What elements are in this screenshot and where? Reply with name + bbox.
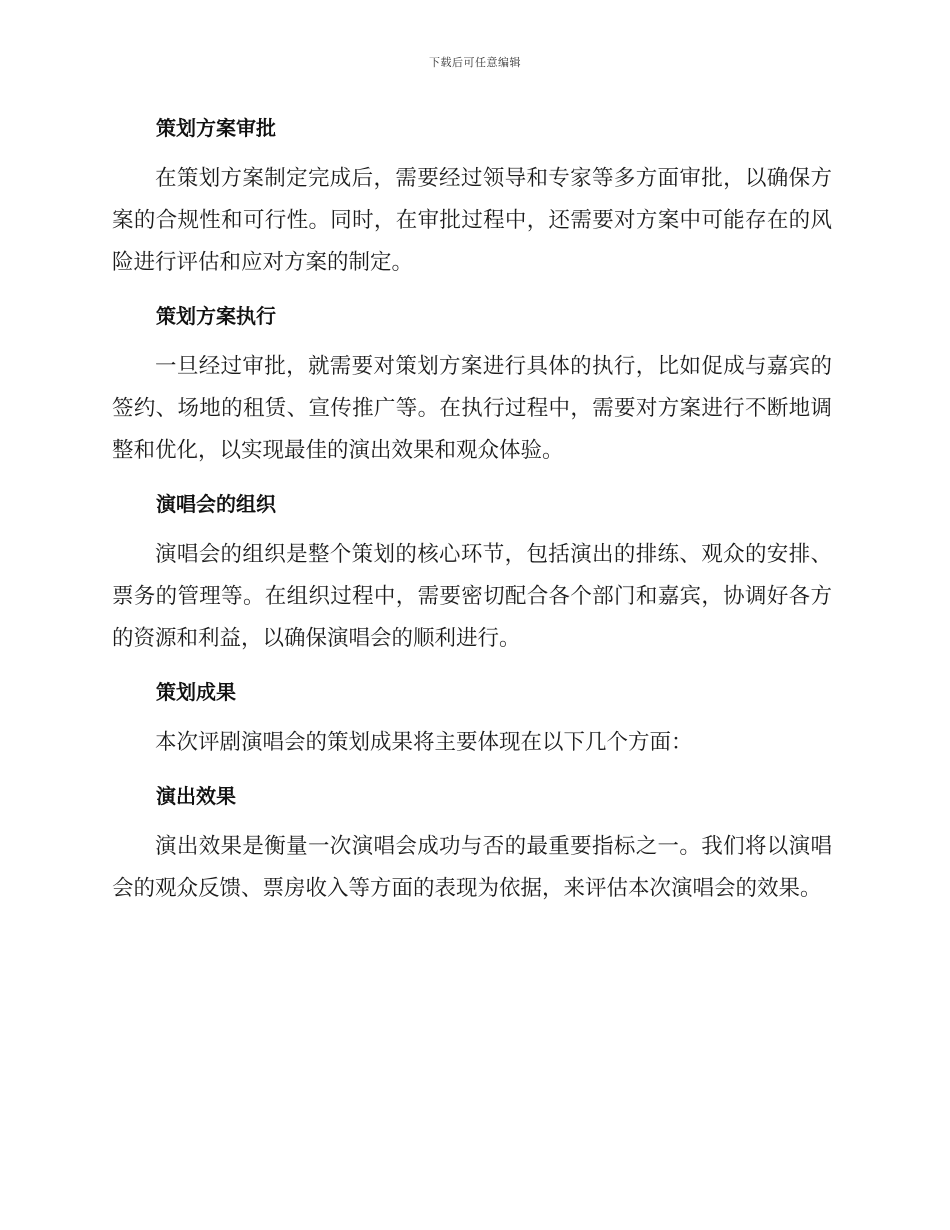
section-paragraph: 本次评剧演唱会的策划成果将主要体现在以下几个方面： [155,730,693,755]
section-performance-effect [112,778,832,910]
section-heading: 策划方案执行 [156,304,276,328]
section-heading: 演出效果 [156,784,236,808]
section-results [112,674,832,764]
section-paragraph: 演出效果是衡量一次演唱会成功与否的最重要指标之一。我们将以演唱会的观众反馈、票房收入等方面的表现为依据，来评估本次演唱会的效果。 [112,834,832,901]
section-execution [112,298,832,472]
section-heading: 演唱会的组织 [156,492,276,516]
section-heading: 策划成果 [156,680,236,704]
section-approval [112,110,832,284]
section-paragraph: 演唱会的组织是整个策划的核心环节，包括演出的排练、观众的安排、票务的管理等。在组织过程中，需要密切配合各个部门和嘉宾，协调好各方的资源和利益，以确保演唱会的顺利进行。 [112,542,832,651]
section-paragraph: 一旦经过审批，就需要对策划方案进行具体的执行，比如促成与嘉宾的签约、场地的租赁、宣传推广等。在执行过程中，需要对方案进行不断地调整和优化，以实现最佳的演出效果和观众体验。 [112,354,832,463]
section-paragraph: 在策划方案制定完成后，需要经过领导和专家等多方面审批，以确保方案的合规性和可行性。同时，在审批过程中，还需要对方案中可能存在的风险进行评估和应对方案的制定。 [112,166,832,275]
section-heading: 策划方案审批 [156,116,276,140]
page-header-note: 下载后可任意编辑 [429,56,521,69]
document-body [112,110,832,924]
section-organization [112,486,832,660]
